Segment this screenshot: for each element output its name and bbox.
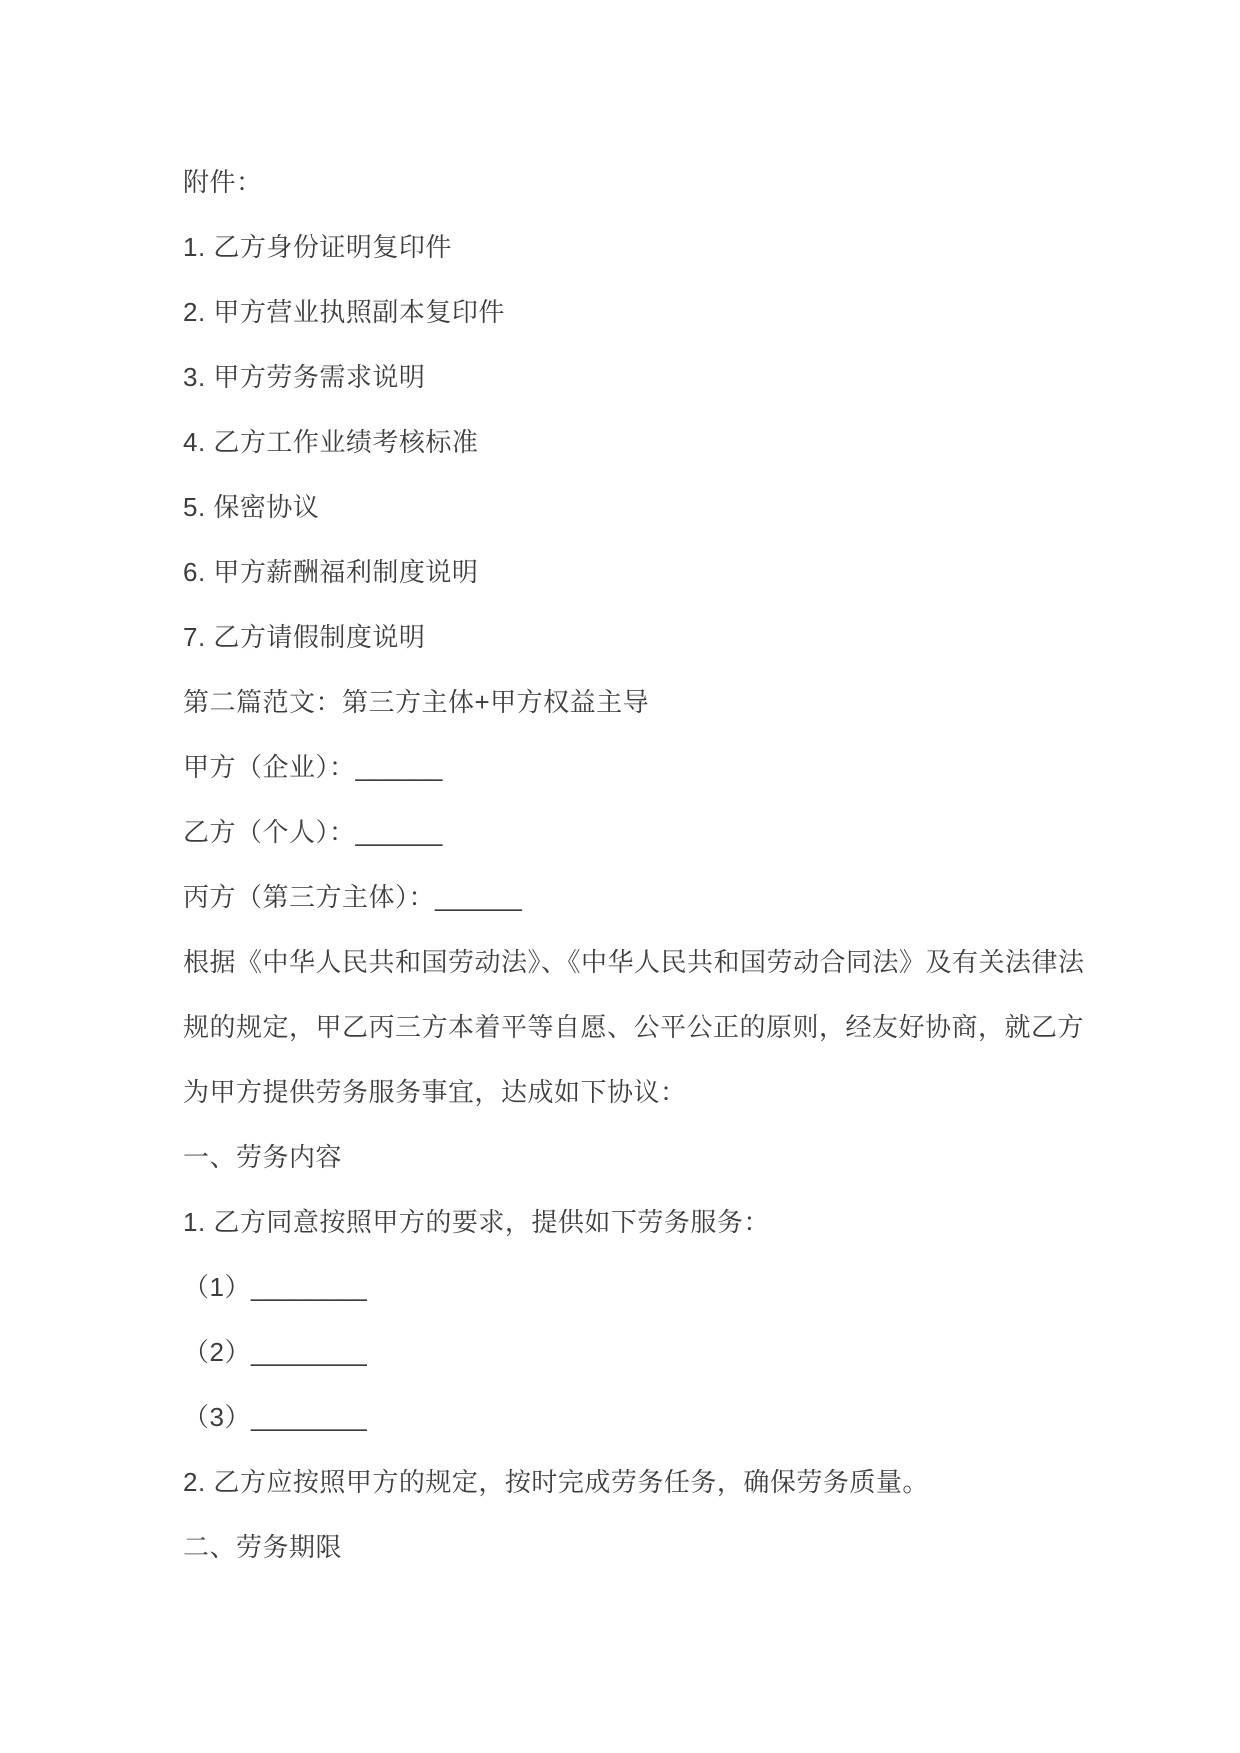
preamble-line: 规的规定，甲乙丙三方本着平等自愿、公平公正的原则，经友好协商，就乙方: [183, 1012, 1085, 1042]
clause-one: 1. 乙方同意按照甲方的要求，提供如下劳务服务：: [183, 1207, 770, 1237]
party-label: 甲方（企业）：: [183, 752, 356, 782]
party-blank-field: ______: [355, 752, 443, 782]
preamble-line: 根据《中华人民共和国劳动法》、《中华人民共和国劳动合同法》及有关法律法: [183, 947, 1085, 977]
preamble-paragraph: [183, 930, 1110, 1125]
service-blank-field: ________: [250, 1272, 367, 1302]
preamble-line: 为甲方提供劳务服务事宜，达成如下协议：: [183, 1077, 687, 1107]
section-one-heading: 一、劳务内容: [183, 1142, 343, 1172]
attachment-item: 4. 乙方工作业绩考核标准: [183, 427, 479, 457]
template2-title: 第二篇范文：第三方主体+甲方权益主导: [183, 687, 650, 717]
service-blank-line-3: [183, 1385, 1110, 1450]
attachment-item: 2. 甲方营业执照副本复印件: [183, 297, 505, 327]
party-line-yifang: [183, 800, 1110, 865]
party-line-jiafang: [183, 735, 1110, 800]
party-blank-field: ______: [355, 817, 443, 847]
attachment-item: 7. 乙方请假制度说明: [183, 622, 426, 652]
attachments-section: [183, 150, 1110, 670]
service-blank-field: ________: [250, 1337, 367, 1367]
service-blank-label: （2）: [183, 1337, 251, 1367]
service-blank-line-1: [183, 1255, 1110, 1320]
attachment-item: 3. 甲方劳务需求说明: [183, 362, 426, 392]
template2-section: [183, 670, 1110, 1580]
party-line-bingfang: [183, 865, 1110, 930]
attachment-item: 5. 保密协议: [183, 492, 320, 522]
party-label: 丙方（第三方主体）：: [183, 882, 436, 912]
service-blank-field: ________: [250, 1402, 367, 1432]
party-label: 乙方（个人）：: [183, 817, 356, 847]
attachment-item: 1. 乙方身份证明复印件: [183, 232, 452, 262]
attachment-item: 6. 甲方薪酬福利制度说明: [183, 557, 479, 587]
attachments-heading: 附件：: [183, 167, 263, 197]
section-two-heading: 二、劳务期限: [183, 1532, 343, 1562]
party-blank-field: ______: [435, 882, 522, 912]
service-blank-line-2: [183, 1320, 1110, 1385]
service-blank-label: （3）: [183, 1402, 251, 1432]
service-blank-label: （1）: [183, 1272, 251, 1302]
clause-two: 2. 乙方应按照甲方的规定，按时完成劳务任务，确保劳务质量。: [183, 1467, 929, 1497]
